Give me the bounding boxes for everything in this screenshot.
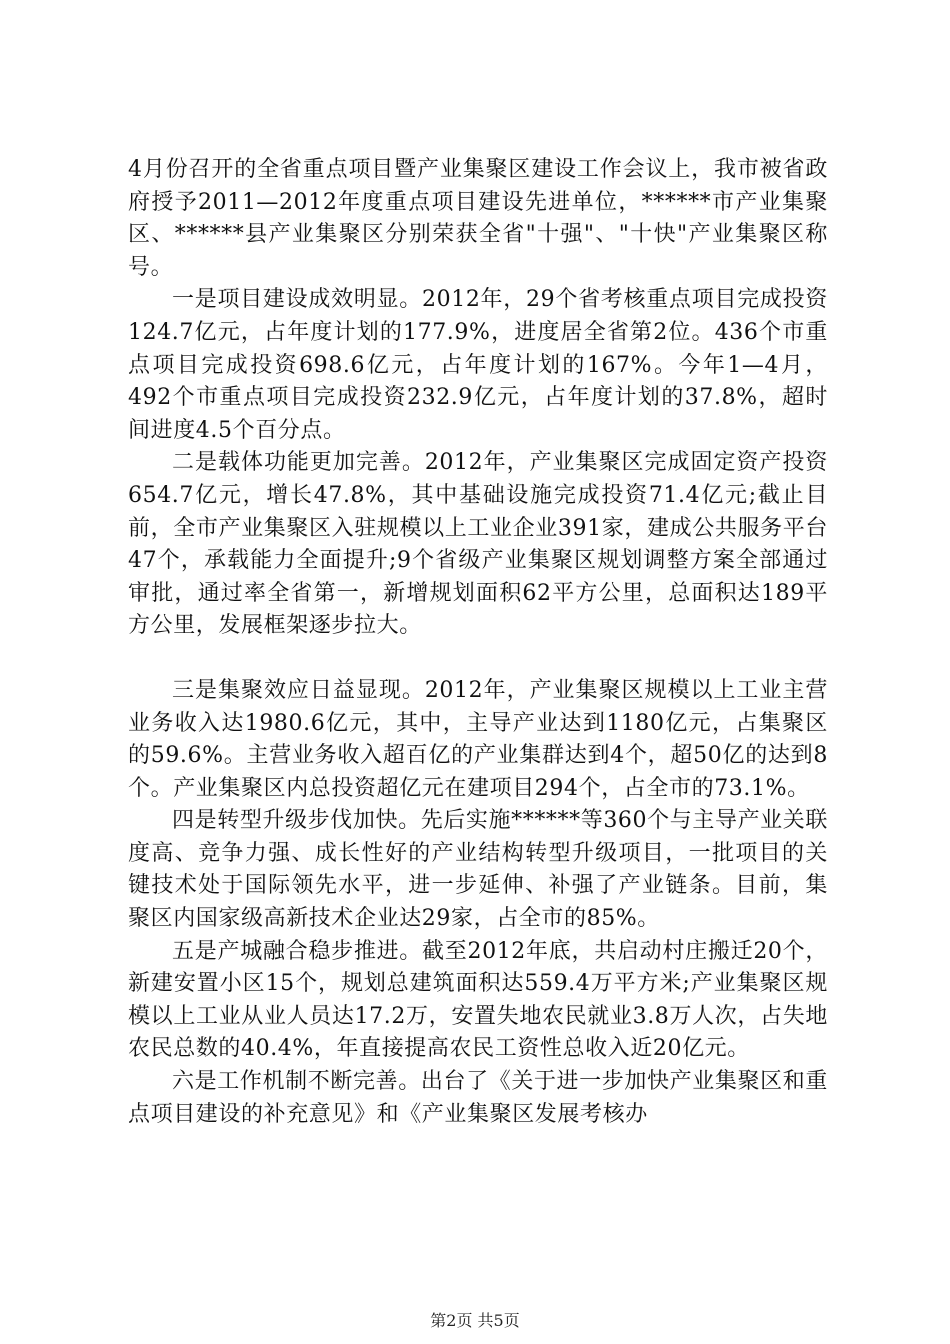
paragraph-work-mechanism: 六是工作机制不断完善。出台了《关于进一步加快产业集聚区和重点项目建设的补充意见》和《产业集聚区发展考核办 bbox=[128, 1069, 828, 1127]
paragraph-project-construction: 一是项目建设成效明显。2012年，29个省考核重点项目完成投资124.7亿元，占年度计划的177.9%，进度居全省第2位。436个市重点项目完成投资698.6亿元，占年度计划的167%。今年1—4月，492个市重点项目完成投资232.9亿元，占年度计划的37.8%，超时间进度4.5个百分点。 bbox=[128, 287, 828, 443]
paragraph-industry-city-integration: 五是产城融合稳步推进。截至2012年底，共启动村庄搬迁20个，新建安置小区15个，规划总建筑面积达559.4万平方米;产业集聚区规模以上工业从业人员达17.2万，安置失地农民就业3.8万人次，占失地农民总数的40.4%，年直接提高农民工资性总收入近20亿元。 bbox=[128, 938, 828, 1062]
paragraph-carrier-function: 二是载体功能更加完善。2012年，产业集聚区完成固定资产投资654.7亿元，增长47.8%，其中基础设施完成投资71.4亿元;截止目前，全市产业集聚区入驻规模以上工业企业391家，建成公共服务平台47个，承载能力全面提升;9个省级产业集聚区规划调整方案全部通过审批，通过率全省第一，新增规划面积62平方公里，总面积达189平方公里，发展框架逐步拉大。 bbox=[128, 450, 828, 639]
document-body bbox=[128, 154, 828, 1131]
paragraph-meeting-award: 4月份召开的全省重点项目暨产业集聚区建设工作会议上，我市被省政府授予2011—2012年度重点项目建设先进单位，******市产业集聚区、******县产业集聚区分别荣获全省"十强"、"十快"产业集聚区称号。 bbox=[128, 157, 828, 280]
page-number-footer: 第2页 共5页 bbox=[430, 1311, 520, 1330]
paragraph-agglomeration-effect: 三是集聚效应日益显现。2012年，产业集聚区规模以上工业主营业务收入达1980.6亿元，其中，主导产业达到1180亿元，占集聚区的59.6%。主营业务收入超百亿的产业集群达到4个，超50亿的达到8个。产业集聚区内总投资超亿元在建项目294个，占全市的73.1%。 bbox=[128, 677, 828, 801]
paragraph-transformation-upgrade: 四是转型升级步伐加快。先后实施******等360个与主导产业关联度高、竞争力强、成长性好的产业结构转型升级项目，一批项目的关键技术处于国际领先水平，进一步延伸、补强了产业链条。目前，集聚区内国家级高新技术企业达29家，占全市的85%。 bbox=[128, 808, 828, 932]
